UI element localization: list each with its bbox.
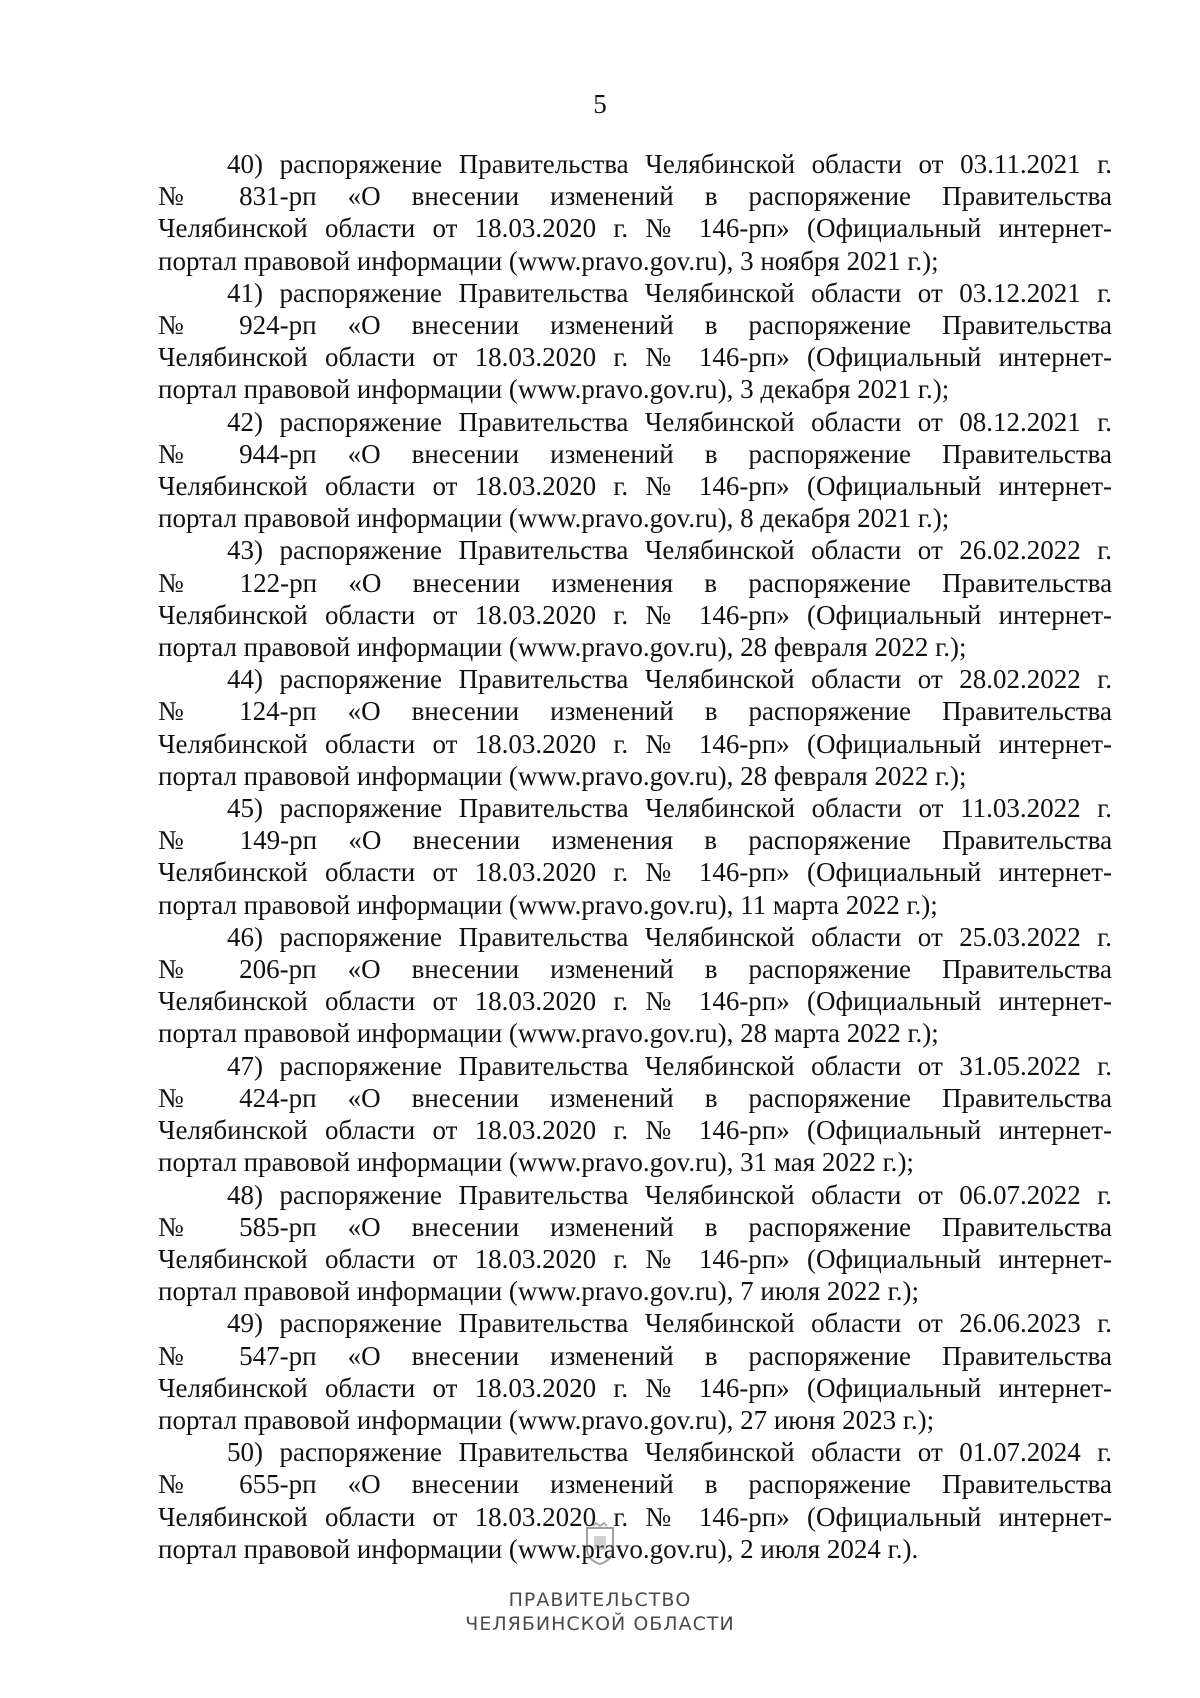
text-fragment: 149-рп [239,825,318,856]
text-fragment: ); [921,889,938,920]
text-line [158,438,1112,470]
text-fragment: изменения [551,567,673,598]
publication-date: 31 мая 2022 г. [740,1147,898,1178]
text-fragment: внесении [411,1340,520,1371]
text-fragment: г. [1097,149,1112,179]
list-item [158,1050,1112,1179]
text-fragment: распоряжение [748,1469,912,1500]
text-line [158,728,1112,760]
list-item [158,534,1112,663]
text-fragment: распоряжение [748,1082,912,1113]
text-fragment: 25.03.2022 [959,921,1081,952]
text-fragment: внесении [411,310,520,341]
text-line [158,470,1112,502]
text-fragment: распоряжение Правительства Челябинской области от [279,1437,943,1468]
text-fragment: Правительства [942,954,1112,985]
text-line [158,567,1112,599]
text-fragment: Правительства [942,1469,1112,1500]
text-fragment: Правительства [942,696,1112,727]
text-fragment: портал правовой информации (www.pravo.gov.ru), [158,1276,734,1307]
text-fragment: внесении [412,825,521,856]
text-fragment: ); [917,1404,935,1435]
text-fragment: ); [932,503,950,534]
text-fragment: г. [1097,1308,1113,1339]
text-line [158,760,1112,792]
text-fragment: распоряжение [748,310,912,341]
text-line [158,1179,1112,1211]
publication-date: 7 июля 2022 г. [740,1276,903,1307]
text-line [158,953,1112,985]
publication-date: 3 ноября 2021 г. [740,245,923,276]
text-fragment: 26.02.2022 [959,535,1081,566]
text-fragment: «О [347,954,381,985]
text-line [158,1275,1112,1307]
text-fragment: в [704,567,718,598]
text-fragment: 585-рп [239,1211,317,1242]
text-line [158,1307,1112,1339]
text-line [158,1372,1112,1404]
text-fragment: «О [347,1082,381,1113]
text-line [158,1340,1112,1372]
text-line [158,373,1112,405]
text-fragment: № [158,696,209,727]
list-item [158,1307,1112,1436]
text-fragment: в [704,696,718,727]
list-item [158,148,1112,277]
text-fragment: внесении [411,1211,520,1242]
text-line [158,180,1112,212]
text-fragment: распоряжение [748,954,912,985]
text-fragment: 47) [227,1050,263,1081]
stamp-line-1: ПРАВИТЕЛЬСТВО [508,1589,692,1611]
text-fragment: изменений [550,954,674,985]
text-fragment: 655-рп [239,1469,317,1500]
list-item [158,1436,1112,1565]
list-item [158,663,1112,792]
text-fragment: 43) [227,535,263,566]
text-fragment: 08.12.2021 [959,406,1081,437]
coat-of-arms-emblem [583,1522,617,1566]
text-fragment: ); [949,760,967,791]
text-line [158,792,1112,824]
text-fragment: Челябинской области от 18.03.2020 г. № 146-рп» (Официальный интернет- [158,342,1112,373]
text-fragment: 28.02.2022 [959,664,1081,695]
text-fragment: «О [347,310,381,341]
text-line [158,148,1112,180]
text-fragment: ); [897,1147,914,1178]
text-line [158,1050,1112,1082]
text-fragment: Правительства [942,181,1112,212]
text-fragment: 924-рп [239,310,317,341]
government-stamp [0,1588,1200,1636]
text-fragment: ); [932,374,950,405]
text-fragment: в [704,438,718,469]
text-fragment: Челябинской области от 18.03.2020 г. № 146-рп» (Официальный интернет- [158,857,1112,888]
text-fragment: «О [347,1340,381,1371]
text-fragment: в [704,1211,718,1242]
text-fragment: № [158,825,209,856]
text-fragment: «О [347,696,381,727]
text-fragment: распоряжение [748,438,912,469]
text-fragment: Правительства [942,1082,1112,1113]
text-fragment: распоряжение Правительства Челябинской области от [279,1050,943,1081]
text-fragment: изменений [550,310,674,341]
text-fragment: 42) [227,406,263,437]
text-fragment: распоряжение Правительства Челябинской области от [279,664,943,695]
text-fragment: распоряжение Правительства Челябинской области от [279,406,943,437]
text-fragment: 03.11.2021 [960,149,1081,179]
text-line [158,341,1112,373]
text-fragment: Челябинской области от 18.03.2020 г. № 146-рп» (Официальный интернет- [158,1243,1112,1274]
text-fragment: в [704,825,718,856]
text-fragment: 41) [227,277,263,308]
text-fragment: распоряжение Правительства Челябинской области от [279,149,944,179]
text-fragment: распоряжение [748,1211,912,1242]
text-fragment: г. [1097,1437,1113,1468]
document-body [158,148,1112,1565]
text-fragment: портал правовой информации (www.pravo.gov.ru), [158,374,734,405]
text-fragment: № [158,954,209,985]
text-fragment: изменений [550,181,674,212]
text-fragment: 46) [227,921,263,952]
text-line [158,1533,1112,1565]
text-fragment: г. [1097,921,1113,952]
text-fragment: № [158,310,209,341]
text-fragment: Челябинской области от 18.03.2020 г. № 146-рп» (Официальный интернет- [158,599,1112,630]
text-fragment: распоряжение Правительства Челябинской области от [279,1308,943,1339]
text-fragment: Правительства [942,825,1113,856]
text-fragment: № [158,1211,209,1242]
text-fragment: распоряжение Правительства Челябинской области от [279,1179,943,1210]
text-fragment: г. [1097,535,1113,566]
text-fragment: портал правовой информации (www.pravo.gov.ru), [158,632,734,663]
text-fragment: № [158,438,209,469]
text-line [158,889,1112,921]
text-fragment: 44) [227,664,263,695]
text-fragment: г. [1097,1050,1113,1081]
text-fragment: Правительства [942,438,1112,469]
text-line [158,824,1112,856]
text-line [158,663,1112,695]
text-fragment: изменений [550,438,674,469]
text-fragment: 31.05.2022 [959,1050,1081,1081]
text-fragment: Челябинской области от 18.03.2020 г. № 146-рп» (Официальный интернет- [158,986,1112,1017]
text-fragment: изменений [550,1340,674,1371]
text-fragment: изменений [550,696,674,727]
text-fragment: Челябинской области от 18.03.2020 г. № 146-рп» (Официальный интернет- [158,1501,1112,1532]
text-fragment: в [704,1082,718,1113]
publication-date: 11 марта 2022 г. [740,889,922,920]
text-line [158,1017,1112,1049]
text-fragment: «О [347,438,381,469]
text-fragment: ). [902,1533,919,1564]
text-fragment: «О [347,181,381,212]
text-line [158,1468,1112,1500]
text-line [158,1146,1112,1178]
text-line [158,985,1112,1017]
text-line [158,502,1112,534]
list-item [158,277,1112,406]
text-fragment: ); [922,1018,939,1049]
text-fragment: портал правовой информации (www.pravo.gov.ru), [158,1404,734,1435]
text-fragment: ); [922,245,939,276]
text-fragment: «О [348,567,382,598]
text-fragment: изменений [550,1082,674,1113]
text-fragment: в [704,181,718,212]
text-line [158,245,1112,277]
text-fragment: внесении [411,1469,520,1500]
text-fragment: 547-рп [239,1340,317,1371]
text-fragment: № [158,181,209,212]
text-line [158,1211,1112,1243]
text-fragment: № [158,1082,209,1113]
text-fragment: 124-рп [239,696,317,727]
text-fragment: в [704,954,718,985]
text-line [158,1082,1112,1114]
text-fragment: 122-рп [239,567,318,598]
text-fragment: ); [949,632,967,663]
text-line [158,277,1112,309]
publication-date: 27 июня 2023 г. [740,1404,918,1435]
text-fragment: в [704,1469,718,1500]
text-fragment: Челябинской области от 18.03.2020 г. № 146-рп» (Официальный интернет- [158,728,1112,759]
text-line [158,1404,1112,1436]
text-fragment: 11.03.2022 [960,793,1081,824]
text-fragment: внесении [411,438,520,469]
publication-date: 28 февраля 2022 г. [740,632,950,663]
text-fragment: портал правовой информации (www.pravo.gov.ru), [158,503,734,534]
text-fragment: ); [902,1276,919,1307]
text-line [158,856,1112,888]
text-fragment: распоряжение Правительства Челябинской области от [279,277,943,308]
text-fragment: 48) [227,1179,263,1210]
text-fragment: портал правовой информации (www.pravo.gov.ru), [158,1533,734,1564]
text-fragment: 45) [227,793,263,824]
publication-date: 2 июля 2024 г. [740,1533,903,1564]
text-fragment: 03.12.2021 [959,277,1081,308]
list-item [158,1179,1112,1308]
text-fragment: Правительства [942,1211,1112,1242]
text-line [158,309,1112,341]
page-number: 5 [593,89,607,119]
list-item [158,406,1112,535]
list-item [158,921,1112,1050]
text-fragment: Правительства [942,1340,1112,1371]
text-fragment: в [704,310,718,341]
text-fragment: Правительства [942,310,1112,341]
text-fragment: г. [1097,793,1112,824]
text-fragment: «О [348,825,382,856]
text-fragment: портал правовой информации (www.pravo.gov.ru), [158,889,734,920]
text-fragment: изменений [550,1211,674,1242]
text-fragment: № [158,1469,209,1500]
text-fragment: внесении [411,1082,520,1113]
text-fragment: Челябинской области от 18.03.2020 г. № 146-рп» (Официальный интернет- [158,1372,1112,1403]
text-line [158,1436,1112,1468]
text-line [158,406,1112,438]
text-fragment: 49) [227,1308,263,1339]
text-line [158,631,1112,663]
text-fragment: 50) [227,1437,263,1468]
text-fragment: «О [347,1211,381,1242]
text-fragment: Челябинской области от 18.03.2020 г. № 146-рп» (Официальный интернет- [158,1115,1112,1146]
text-line [158,1501,1112,1533]
text-line [158,695,1112,727]
publication-date: 28 февраля 2022 г. [740,760,950,791]
text-fragment: Челябинской области от 18.03.2020 г. № 146-рп» (Официальный интернет- [158,471,1112,502]
stamp-line-2: ЧЕЛЯБИНСКОЙ ОБЛАСТИ [465,1613,735,1635]
text-fragment: г. [1097,1179,1113,1210]
text-fragment: 26.06.2023 [959,1308,1081,1339]
text-fragment: г. [1097,664,1113,695]
text-fragment: Челябинской области от 18.03.2020 г. № 146-рп» (Официальный интернет- [158,213,1112,244]
text-fragment: внесении [411,954,520,985]
text-fragment: «О [347,1469,381,1500]
text-fragment: портал правовой информации (www.pravo.gov.ru), [158,1018,734,1049]
text-fragment: распоряжение [748,181,912,212]
text-fragment: внесении [411,696,520,727]
text-fragment: 206-рп [239,954,317,985]
text-fragment: распоряжение [748,1340,912,1371]
text-line [158,1114,1112,1146]
text-fragment: 944-рп [239,438,317,469]
publication-date: 3 декабря 2021 г. [740,374,933,405]
text-fragment: изменений [550,1469,674,1500]
text-fragment: № [158,567,209,598]
text-fragment: 01.07.2024 [959,1437,1081,1468]
text-line [158,599,1112,631]
text-fragment: 424-рп [239,1082,317,1113]
text-fragment: распоряжение Правительства Челябинской области от [279,793,944,824]
text-line [158,921,1112,953]
text-fragment: распоряжение [748,825,911,856]
text-fragment: изменения [551,825,673,856]
publication-date: 28 марта 2022 г. [740,1018,923,1049]
text-line [158,534,1112,566]
text-fragment: г. [1097,277,1113,308]
text-fragment: г. [1097,406,1113,437]
text-fragment: портал правовой информации (www.pravo.gov.ru), [158,1147,734,1178]
text-fragment: портал правовой информации (www.pravo.gov.ru), [158,760,734,791]
text-fragment: в [704,1340,718,1371]
text-fragment: распоряжение Правительства Челябинской области от [279,921,943,952]
text-fragment: 06.07.2022 [959,1179,1081,1210]
text-fragment: распоряжение [748,567,911,598]
text-fragment: 831-рп [239,181,317,212]
text-fragment: 40) [227,149,263,179]
text-fragment: распоряжение Правительства Челябинской области от [279,535,943,566]
text-fragment: портал правовой информации (www.pravo.gov.ru), [158,245,734,276]
text-fragment: распоряжение [748,696,912,727]
text-fragment: № [158,1340,209,1371]
text-line [158,212,1112,244]
list-item [158,792,1112,921]
text-line [158,1243,1112,1275]
text-fragment: внесении [412,567,521,598]
text-fragment: Правительства [942,567,1113,598]
publication-date: 8 декабря 2021 г. [740,503,933,534]
text-fragment: внесении [411,181,520,212]
